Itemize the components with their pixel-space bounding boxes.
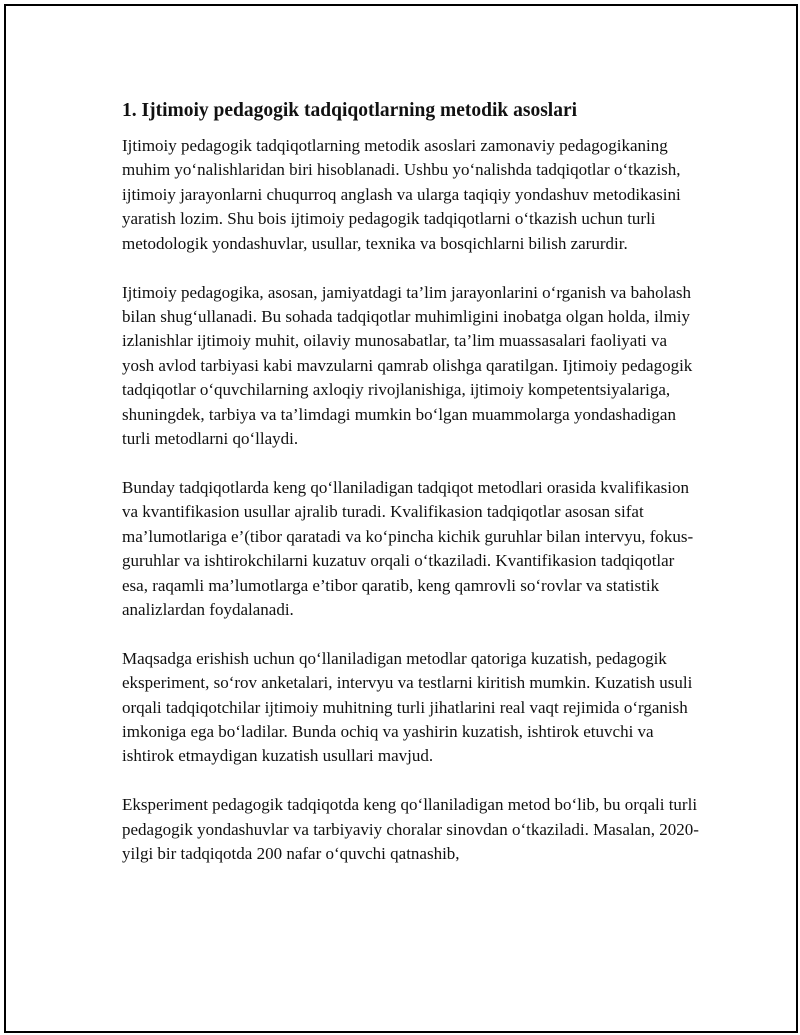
paragraph-5: Eksperiment pedagogik tadqiqotda keng qo‘llaniladigan metod bo‘lib, bu orqali turli pedagogik yondashuvlar va tarbiyaviy choralar sinovdan o‘tkaziladi. Masalan, 2020-yilgi bir tadqiqotda 200 nafar o‘quvchi qatnashib, [122, 795, 699, 864]
paragraph-1: Ijtimoiy pedagogik tadqiqotlarning metodik asoslari zamonaviy pedagogikaning muhim yo‘nalishlaridan biri hisoblanadi. Ushbu yo‘nalishda tadqiqotlar o‘tkazish, ijtimoiy jarayonlarni chuqurroq anglash va ularga taqiqiy yondashuv metodikasini yaratish lozim. Shu bois ijtimoiy pedagogik tadqiqotlarni o‘tkazish uchun turli metodologik yondashuvlar, usullar, texnika va bosqichlarni bilish zarurdir. [122, 136, 681, 253]
page-frame [4, 4, 798, 1033]
paragraph-3: Bunday tadqiqotlarda keng qo‘llaniladigan tadqiqot metodlari orasida kvalifikasion va kvantifikasion usullar ajralib turadi. Kvalifikasion tadqiqotlar asosan sifat ma’lumotlariga e’(tibor qaratadi va ko‘pincha kichik guruhlar bilan intervyu, fokus-guruhlar va ishtirokchilarni kuzatuv orqali o‘tkaziladi. Kvantifikasion tadqiqotlar esa, raqamli ma’lumotlarga e’tibor qaratib, keng qamrovli so‘rovlar va statistik analizlardan foydalanadi. [122, 477, 694, 619]
document-body [122, 98, 702, 891]
section-heading: 1. Ijtimoiy pedagogik tadqiqotlarning metodik asoslari [122, 100, 578, 121]
paragraph-4: Maqsadga erishish uchun qo‘llaniladigan metodlar qatoriga kuzatish, pedagogik eksperiment, so‘rov anketalari, intervyu va testlarni kiritish mumkin. Kuzatish usuli orqali tadqiqotchilar ijtimoiy muhitning turli jihatlarini real vaqt rejimida o‘rganish imkoniga ega bo‘ladilar. Bunda ochiq va yashirin kuzatish, ishtirok etuvchi va ishtirok etmaydigan kuzatish usullari mavjud. [122, 648, 693, 766]
paragraph-2: Ijtimoiy pedagogika, asosan, jamiyatdagi ta’lim jarayonlarini o‘rganish va baholash bilan shug‘ullanadi. Bu sohada tadqiqotlar muhimligini inobatga olgan holda, ilmiy izlanishlar ijtimoiy muhit, oilaviy munosabatlar, ta’lim muassasalari faoliyati va yosh avlod tarbiyasi kabi mavzularni qamrab olishga qaratilgan. Ijtimoiy pedagogik tadqiqotlar o‘quvchilarning axloqiy rivojlanishiga, ijtimoiy kompetentsiyalariga, shuningdek, tarbiya va ta’limdagi mumkin bo‘lgan muammolarga yondashadigan turli metodlarni qo‘llaydi. [122, 282, 693, 448]
